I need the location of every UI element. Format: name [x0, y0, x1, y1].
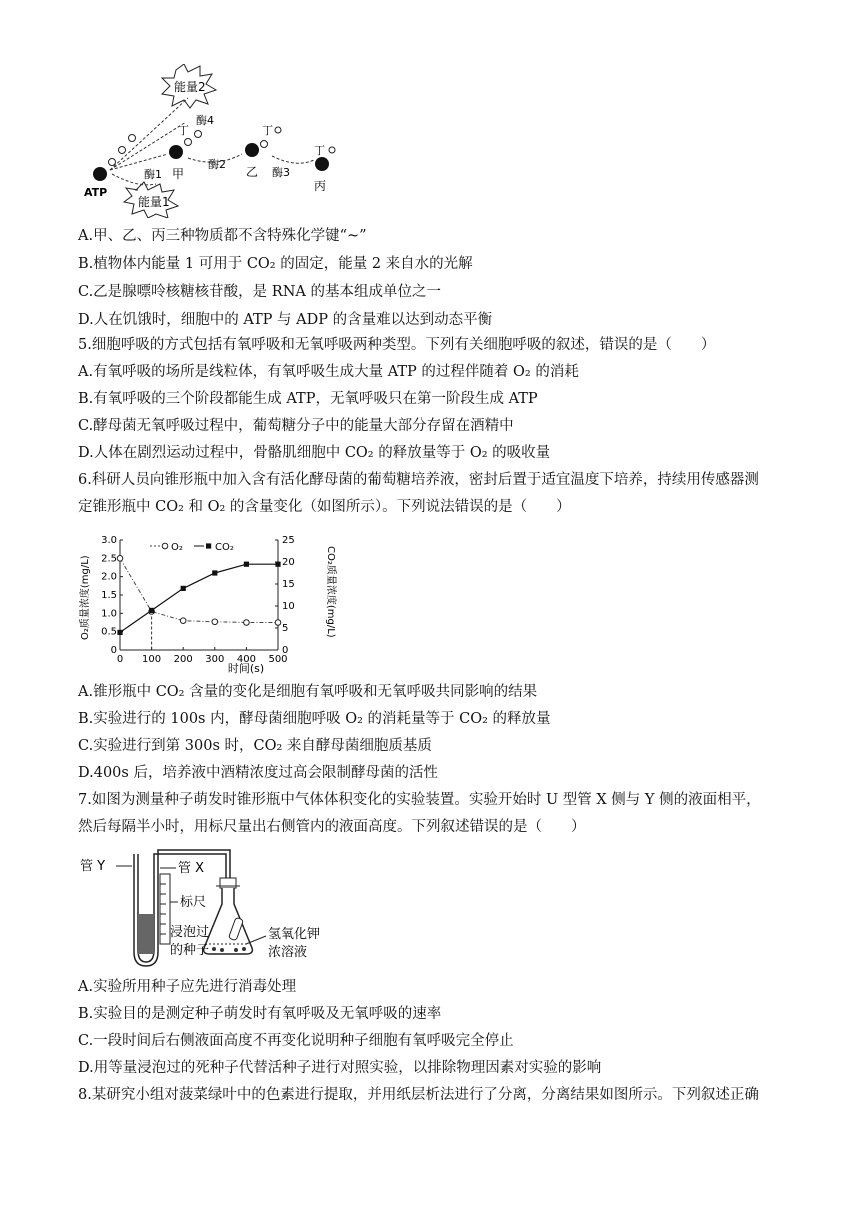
legend-co2-label: CO₂	[215, 542, 234, 553]
energy2-label: 能量2	[174, 80, 206, 94]
svg-text:乙: 乙	[246, 165, 259, 179]
svg-text:酶2: 酶2	[208, 158, 226, 171]
q7-stem-line1: 7.如图为测量种子萌发时锥形瓶中气体体积变化的实验装置。实验开始时 U 型管 X 侧与 Y 侧的液面相平，	[78, 792, 761, 808]
jia-ball	[169, 145, 183, 159]
o2-point	[275, 620, 281, 626]
q6-option-b: B.实验进行的 100s 内，酵母菌细胞呼吸 O₂ 的消耗量等于 CO₂ 的释放量	[78, 711, 551, 727]
u-tube-apparatus	[76, 844, 346, 970]
svg-text:浓溶液: 浓溶液	[268, 945, 308, 960]
q5-stem: 5.细胞呼吸的方式包括有氧呼吸和无氧呼吸两种类型。下列有关细胞呼吸的叙述，错误的是（ ）	[78, 337, 716, 353]
y-right-tick-label: 15	[282, 579, 295, 590]
o2-point	[180, 618, 186, 624]
x-tick-label: 100	[142, 654, 162, 665]
y-left-tick-label: 2.0	[101, 571, 117, 583]
y-left-tick-label: 3.0	[101, 535, 117, 546]
svg-text:丁: 丁	[262, 124, 273, 137]
energy1-label: 能量1	[138, 195, 170, 209]
y-left-tick-label: 1.5	[101, 590, 117, 601]
x-tick-label: 300	[205, 654, 225, 665]
svg-text:酶1: 酶1	[144, 168, 162, 181]
q6-option-c: C.实验进行到第 300s 时，CO₂ 来自酵母菌细胞质基质	[78, 738, 432, 754]
bing-ball	[315, 157, 329, 171]
q5-option-b: B.有氧呼吸的三个阶段都能生成 ATP，无氧呼吸只在第一阶段生成 ATP	[78, 391, 538, 407]
y-left-tick-label: 0	[110, 645, 117, 656]
svg-text:管 X: 管 X	[178, 861, 205, 876]
legend-o2-label: O₂	[171, 542, 183, 553]
q7-option-b: B.实验目的是测定种子萌发时有氧呼吸及无氧呼吸的速率	[78, 1006, 442, 1022]
y-right-tick-label: 20	[282, 557, 295, 568]
q4-option-b: B.植物体内能量 1 可用于 CO₂ 的固定，能量 2 来自水的光解	[78, 256, 473, 272]
svg-text:丁: 丁	[178, 124, 189, 137]
co2-point	[244, 562, 249, 567]
q6-stem-line1: 6.科研人员向锥形瓶中加入含有活化酵母菌的葡萄糖培养液，密封后置于适宜温度下培养，持续用传感器测	[78, 472, 759, 488]
o2-point	[244, 620, 250, 626]
y-right-axis-label: CO₂质量浓度(mg/L)	[325, 546, 336, 638]
y-right-tick-label: 5	[282, 623, 289, 634]
y-left-tick-label: 0.5	[101, 626, 117, 638]
svg-text:浸泡过: 浸泡过	[170, 925, 210, 940]
q6-stem-line2: 定锥形瓶中 CO₂ 和 O₂ 的含量变化（如图所示）。下列说法错误的是（ ）	[78, 499, 571, 515]
x-axis-label: 时间(s)	[227, 662, 265, 675]
q5-option-a: A.有氧呼吸的场所是线粒体，有氧呼吸生成大量 ATP 的过程伴随着 O₂ 的消耗	[78, 364, 579, 380]
q7-stem-line2: 然后每隔半小时，用标尺量出右侧管内的液面高度。下列叙述错误的是（ ）	[78, 819, 586, 835]
svg-text:标尺: 标尺	[180, 895, 207, 910]
x-tick-label: 400	[236, 654, 256, 665]
q7-option-c: C.一段时间后右侧液面高度不再变化说明种子细胞有氧呼吸完全停止	[78, 1033, 514, 1049]
x-tick-label: 200	[173, 654, 193, 665]
svg-text:氢氧化钾: 氢氧化钾	[268, 927, 321, 942]
co2-point	[117, 630, 122, 635]
y-right-tick-label: 25	[282, 535, 295, 546]
q7-option-d: D.用等量浸泡过的死种子代替活种子进行对照实验，以排除物理因素对实验的影响	[78, 1060, 602, 1076]
co2-point	[181, 586, 186, 591]
o2-point	[117, 556, 123, 562]
o2-co2-chart	[76, 528, 338, 676]
co2-point	[212, 570, 217, 575]
y-right-tick-label: 10	[282, 601, 295, 612]
atp-hydrolysis-diagram	[76, 64, 356, 218]
svg-text:酶4: 酶4	[196, 114, 214, 127]
svg-text:甲: 甲	[172, 167, 185, 181]
legend-o2-marker	[162, 543, 168, 549]
svg-text:管 Y: 管 Y	[80, 859, 106, 874]
co2-point	[275, 562, 280, 567]
q6-option-a: A.锥形瓶中 CO₂ 含量的变化是细胞有氧呼吸和无氧呼吸共同影响的结果	[78, 684, 538, 700]
y-right-tick-label: 0	[282, 645, 289, 656]
o2-point	[212, 619, 218, 625]
y-left-tick-label: 1.0	[101, 608, 117, 620]
q4-option-c: C.乙是腺嘌呤核糖核苷酸，是 RNA 的基本组成单位之一	[78, 284, 441, 300]
legend-co2-marker	[206, 543, 211, 548]
co2-point	[149, 608, 154, 613]
svg-text:丁: 丁	[314, 144, 325, 157]
q4-option-a: A.甲、乙、丙三种物质都不含特殊化学键“~”	[78, 228, 367, 244]
atp-ball	[93, 167, 107, 181]
atp-label: ATP	[84, 186, 108, 199]
y-left-tick-label: 2.5	[101, 553, 117, 565]
q7-option-a: A.实验所用种子应先进行消毒处理	[78, 979, 297, 995]
q5-option-c: C.酵母菌无氧呼吸过程中，葡萄糖分子中的能量大部分存留在酒精中	[78, 418, 514, 434]
svg-text:的种子: 的种子	[170, 943, 210, 958]
x-tick-label: 0	[116, 654, 124, 665]
q4-option-d: D.人在饥饿时，细胞中的 ATP 与 ADP 的含量难以达到动态平衡	[78, 312, 493, 328]
x-tick-label: 500	[268, 654, 288, 665]
q6-option-d: D.400s 后，培养液中酒精浓度过高会限制酵母菌的活性	[78, 765, 438, 781]
svg-text:丙: 丙	[314, 179, 327, 193]
svg-text:酶3: 酶3	[272, 166, 290, 179]
o2-line	[120, 558, 278, 622]
q5-option-d: D.人体在剧烈运动过程中，骨骼肌细胞中 CO₂ 的释放量等于 O₂ 的吸收量	[78, 445, 551, 461]
y-left-axis-label: O₂质量浓度(mg/L)	[80, 555, 91, 640]
q8-stem: 8.某研究小组对菠菜绿叶中的色素进行提取，并用纸层析法进行了分离，分离结果如图所示。下列叙述正确	[78, 1087, 759, 1103]
yi-ball	[245, 143, 259, 157]
